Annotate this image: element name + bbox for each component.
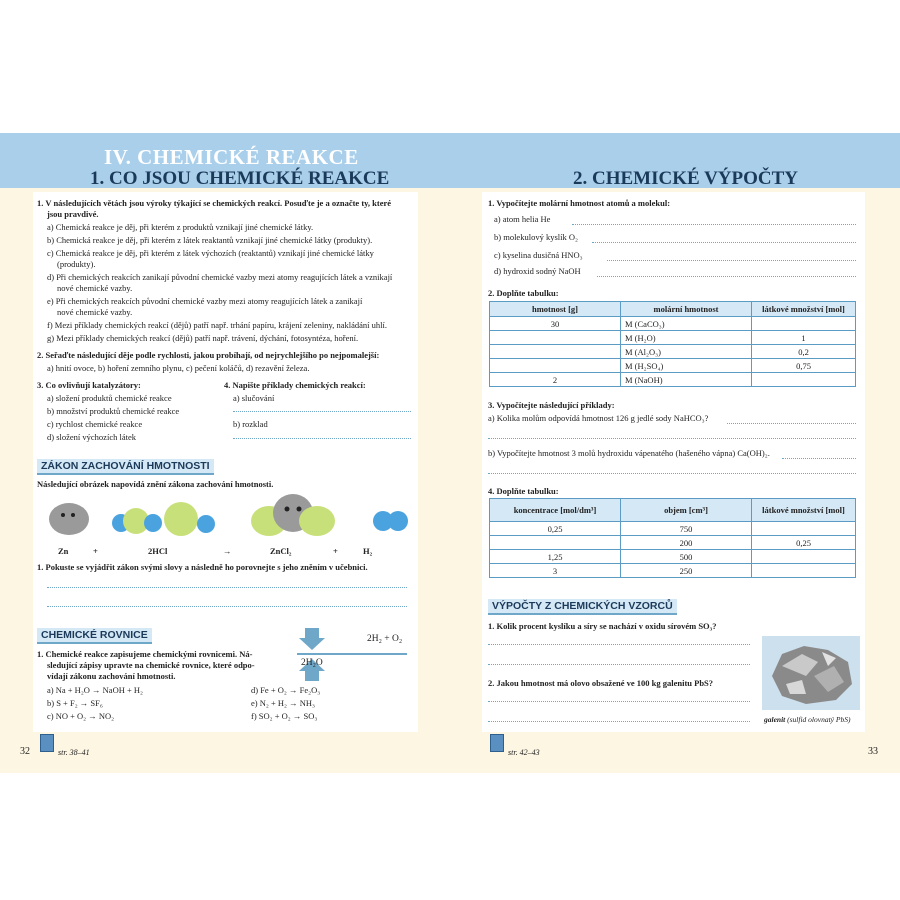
right-q3-prompt: 3. Vypočítejte následující příklady: [488,400,615,410]
left-section-title: 1. CO JSOU CHEMICKÉ REAKCE [90,168,390,189]
equation-term: + [333,546,338,556]
box-title-formulas: VÝPOČTY Z CHEMICKÝCH VZORCŮ [488,599,677,615]
galena-photo [762,636,860,710]
table-cell[interactable]: 3 [490,564,621,578]
table-cell[interactable] [490,536,621,550]
answer-line[interactable] [488,438,856,439]
q3-item: b) množství produktů chemické reakce [47,406,180,416]
right-q4-prompt: 4. Doplňte tabulku: [488,486,559,496]
table-cell[interactable]: 750 [621,522,752,536]
table-cell: M (H₂O) [621,331,752,345]
answer-line[interactable] [488,473,856,474]
q3-item: c) rychlost chemické reakce [47,419,143,429]
table-cell: M (H₂SO₄) [621,359,752,373]
table-cell[interactable]: 250 [621,564,752,578]
arrow-down-icon [299,628,325,650]
answer-line[interactable] [607,260,856,261]
box2-q1: vídají zákonu zachování hmotnosti. [47,671,176,681]
r-q1-item: c) kyselina dusičná HNO₃ [494,250,583,260]
q1-item: e) Při chemických reakcích původní chemické vazby mezi atomy reagujících látek a zanikají [47,296,363,306]
r-q3b: b) Vypočítejte hmotnost 3 molů hydroxidu vápenatého (hašeného vápna) Ca(OH)₂. [488,448,770,458]
table-row [490,522,856,536]
r-q3a: a) Kolika molům odpovídá hmotnost 126 g jedlé sody NaHCO₃? [488,413,709,423]
table-cell[interactable]: 0,75 [752,359,856,373]
box-title-conservation: ZÁKON ZACHOVÁNÍ HMOTNOSTI [37,459,214,475]
equation-item: f) SO₂ + O₂ → SO₃ [251,711,318,721]
table-header: koncentrace [mol/dm³] [490,499,621,522]
table-header: molární hmotnost [621,302,752,317]
q4-item: b) rozklad [233,419,268,429]
table-cell[interactable]: 0,25 [752,536,856,550]
left-q3-prompt: 3. Co ovlivňují katalyzátory: [37,380,141,390]
page-number-right: 33 [868,746,878,757]
r-q1-item: a) atom helia He [494,214,551,224]
textbook-icon [490,734,504,752]
equation-item: b) S + F₂ → SF₆ [47,698,103,708]
left-q1-prompt: 1. V následujících větách jsou výroky týkající se chemických reakcí. Posuďte je a označte ty, které [37,198,392,208]
answer-line[interactable] [47,587,407,588]
table-cell[interactable]: 2 [490,373,621,387]
table-cell[interactable] [490,331,621,345]
box-q1: 1. Kolik procent kyslíku a síry se nachází v oxidu sírovém SO₃? [488,621,717,631]
table-row [490,550,856,564]
table-header: hmotnost [g] [490,302,621,317]
q1-item: g) Mezi příklady chemických reakcí (dějů) patří např. trávení, dýchání, fotosyntéza, hoření. [47,333,359,343]
left-q1-prompt-cont: jsou pravdivé. [47,209,99,219]
answer-line[interactable] [572,224,856,225]
caption-mineral: galenit [764,715,786,724]
page-number-left: 32 [20,746,30,757]
table-cell[interactable]: 30 [490,317,621,331]
diagram-reactants: 2H₂ + O₂ [367,634,403,644]
box2-q1: sledující zápisy upravte na chemické rovnice, které odpo- [47,660,255,670]
equation-term: + [93,546,98,556]
right-section-title: 2. CHEMICKÉ VÝPOČTY [573,168,799,189]
diagram-product: 2H₂O [301,658,323,668]
left-q2-prompt: 2. Seřaďte následující děje podle rychlosti, jakou probíhají, od nejrychlejšího po nejpomalejší: [37,350,380,360]
table-cell[interactable] [752,317,856,331]
answer-line[interactable] [488,644,750,645]
q1-item: nové chemické vazby. [57,283,133,293]
r-q1-item: d) hydroxid sodný NaOH [494,266,581,276]
table-concentration [489,498,856,578]
equation-term: 2HCl [148,546,168,556]
table-row [490,536,856,550]
left-q4-prompt: 4. Napište příklady chemických reakcí: [224,380,366,390]
answer-line[interactable] [727,423,856,424]
r-q1-item: b) molekulový kyslík O₂ [494,232,578,242]
textbook-icon [40,734,54,752]
table-cell: M (CaCO₃) [621,317,752,331]
table-row [490,345,856,359]
answer-line[interactable] [47,606,407,607]
table-cell[interactable]: 500 [621,550,752,564]
textbook-ref-left: str. 38–41 [58,748,90,757]
table-header: objem [cm³] [621,499,752,522]
equation-term: H₂ [363,546,373,556]
chapter-title: IV. CHEMICKÉ REAKCE [104,145,359,169]
hcl-molecule-icon [112,502,215,536]
equation-item: e) N₂ + H₂ → NH₃ [251,698,315,708]
box-q2: 2. Jakou hmotnost má olovo obsažené ve 100 kg galenitu PbS? [488,678,714,688]
conservation-illustration [41,491,411,541]
equation-term: → [223,546,232,556]
hydrogen-molecule-icon [373,511,408,531]
q4-item: a) slučování [233,393,275,403]
table-cell[interactable]: 200 [621,536,752,550]
equation-item: d) Fe + O₂ → Fe₂O₃ [251,685,321,695]
table-cell: M (NaOH) [621,373,752,387]
textbook-ref-right: str. 42–43 [508,748,540,757]
box1-q1: 1. Pokuste se vyjádřit zákon svými slovy a následně ho porovnejte s jeho zněním v učebnici. [37,562,368,572]
photo-caption [764,714,850,725]
q1-item: d) Při chemických reakcích zanikají původní chemické vazby mezi atomy reagujících látek a vznikají [47,272,393,282]
table-cell[interactable] [752,564,856,578]
q3-item: d) složení výchozích látek [47,432,136,442]
table-cell[interactable]: 1,25 [490,550,621,564]
right-q1-prompt: 1. Vypočítejte molární hmotnost atomů a molekul: [488,198,671,208]
answer-line[interactable] [597,276,856,277]
table-header: látkové množství [mol] [752,302,856,317]
table-row [490,359,856,373]
table-row [490,317,856,331]
answer-line[interactable] [488,664,750,665]
answer-line[interactable] [782,458,856,459]
answer-line[interactable] [233,438,411,439]
q1-item: nové chemické vazby. [57,307,133,317]
table-cell: M (Al₂O₃) [621,345,752,359]
zncl2-molecule-icon [251,494,335,536]
equation-term: Zn [58,546,69,556]
table-row [490,373,856,387]
right-page [482,192,865,732]
table-cell[interactable] [490,359,621,373]
right-q2-prompt: 2. Doplňte tabulku: [488,288,559,298]
equation-term: ZnCl₂ [270,546,292,556]
table-cell[interactable] [752,522,856,536]
box-title-equations: CHEMICKÉ ROVNICE [37,628,152,644]
table-cell[interactable]: 1 [752,331,856,345]
table-mass [489,301,856,387]
table-row [490,564,856,578]
answer-line[interactable] [592,242,856,243]
zinc-atom-icon [49,503,89,535]
table-cell[interactable]: 0,25 [490,522,621,536]
table-cell[interactable] [752,373,856,387]
q1-item: b) Chemická reakce je děj, při kterém z látek reaktantů vznikají jiné chemické látky (produkty). [47,235,373,245]
q1-item: a) Chemická reakce je děj, při kterém z produktů vznikají jiné chemické látky. [47,222,314,232]
table-cell[interactable] [490,345,621,359]
q3-item: a) složení produktů chemické reakce [47,393,172,403]
equation-item: a) Na + H₂O → NaOH + H₂ [47,685,144,695]
table-row [490,331,856,345]
table-header: látkové množství [mol] [752,499,856,522]
q1-item: (produkty). [57,259,96,269]
table-cell[interactable]: 0,2 [752,345,856,359]
equation-item: c) NO + O₂ → NO₂ [47,711,115,721]
answer-line[interactable] [488,701,750,702]
q2-items: a) hnití ovoce, b) hoření zemního plynu, c) pečení koláčů, d) rezavění železa. [47,363,310,373]
box2-q1: 1. Chemické reakce zapisujeme chemickými rovnicemi. Ná- [37,649,253,659]
left-page [33,192,418,732]
q1-item: f) Mezi příklady chemických reakcí (dějů) patří např. trhání papíru, krájení zeleniny, nakládání uhlí. [47,320,388,330]
table-cell[interactable] [752,550,856,564]
answer-line[interactable] [233,411,411,412]
box1-text: Následující obrázek napovídá znění zákona zachování hmotnosti. [37,479,274,489]
q1-item: c) Chemická reakce je děj, při kterém z látek výchozích (reaktantů) vznikají jiné chemické látky [47,248,374,258]
answer-line[interactable] [488,721,750,722]
caption-detail: (sulfid olovnatý PbS) [785,715,851,724]
